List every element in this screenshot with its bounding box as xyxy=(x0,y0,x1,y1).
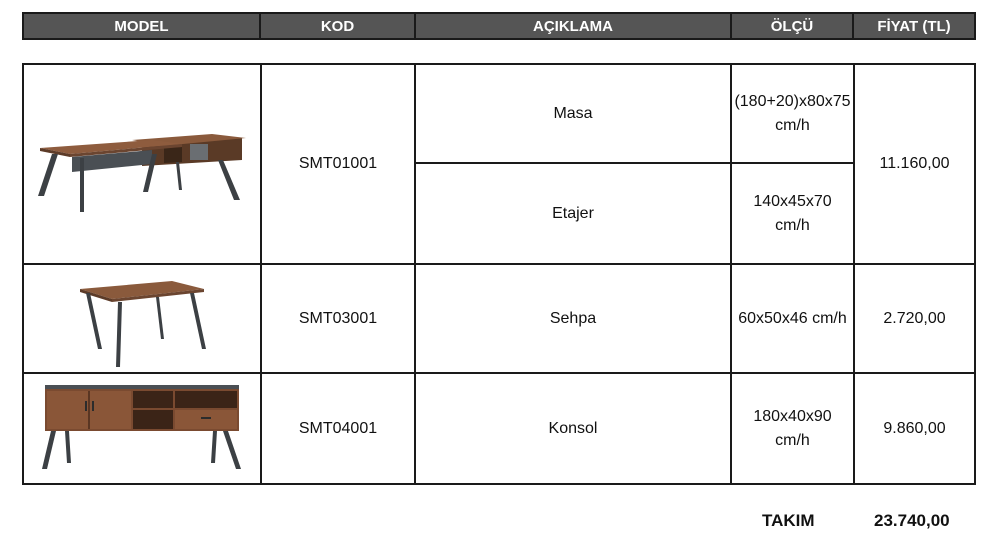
product-table xyxy=(22,63,976,485)
coffee-table-icon xyxy=(72,269,212,369)
dimensions-text: 180x40x90 cm/h xyxy=(753,407,832,449)
product-description: Sehpa xyxy=(549,309,597,327)
column-header-kod: KOD xyxy=(261,14,416,38)
product-image-coffee-table xyxy=(24,265,260,372)
product-description: Konsol xyxy=(548,419,598,437)
total-value: 23.740,00 xyxy=(874,511,950,530)
table-header xyxy=(22,12,976,40)
product-image-desk xyxy=(24,65,260,263)
product-price: 11.160,00 xyxy=(879,155,950,172)
column-header-olcu: ÖLÇÜ xyxy=(732,14,854,38)
product-code: SMT04001 xyxy=(298,419,378,437)
total-label: TAKIM xyxy=(762,511,815,530)
product-dimensions xyxy=(732,164,853,263)
product-dimensions: 60x50x46 cm/h xyxy=(738,309,847,327)
product-price: 2.720,00 xyxy=(883,309,946,327)
console-cabinet-icon xyxy=(37,379,247,479)
dimensions-text: 140x45x70 cm/h xyxy=(753,192,832,234)
product-image-console xyxy=(24,374,260,483)
column-header-fiyat: FİYAT (TL) xyxy=(877,17,951,35)
product-code: SMT01001 xyxy=(298,155,378,172)
column-header-model: MODEL xyxy=(24,14,261,38)
l-shaped-desk-icon xyxy=(32,104,252,224)
product-price: 9.860,00 xyxy=(883,419,946,437)
product-description: Masa xyxy=(553,104,593,122)
product-description: Etajer xyxy=(552,204,594,222)
dimensions-text: (180+20)x80x75 cm/h xyxy=(734,92,851,134)
product-dimensions xyxy=(732,374,853,483)
column-header-aciklama: AÇIKLAMA xyxy=(416,14,732,38)
product-code: SMT03001 xyxy=(298,309,378,327)
product-dimensions xyxy=(732,65,853,162)
